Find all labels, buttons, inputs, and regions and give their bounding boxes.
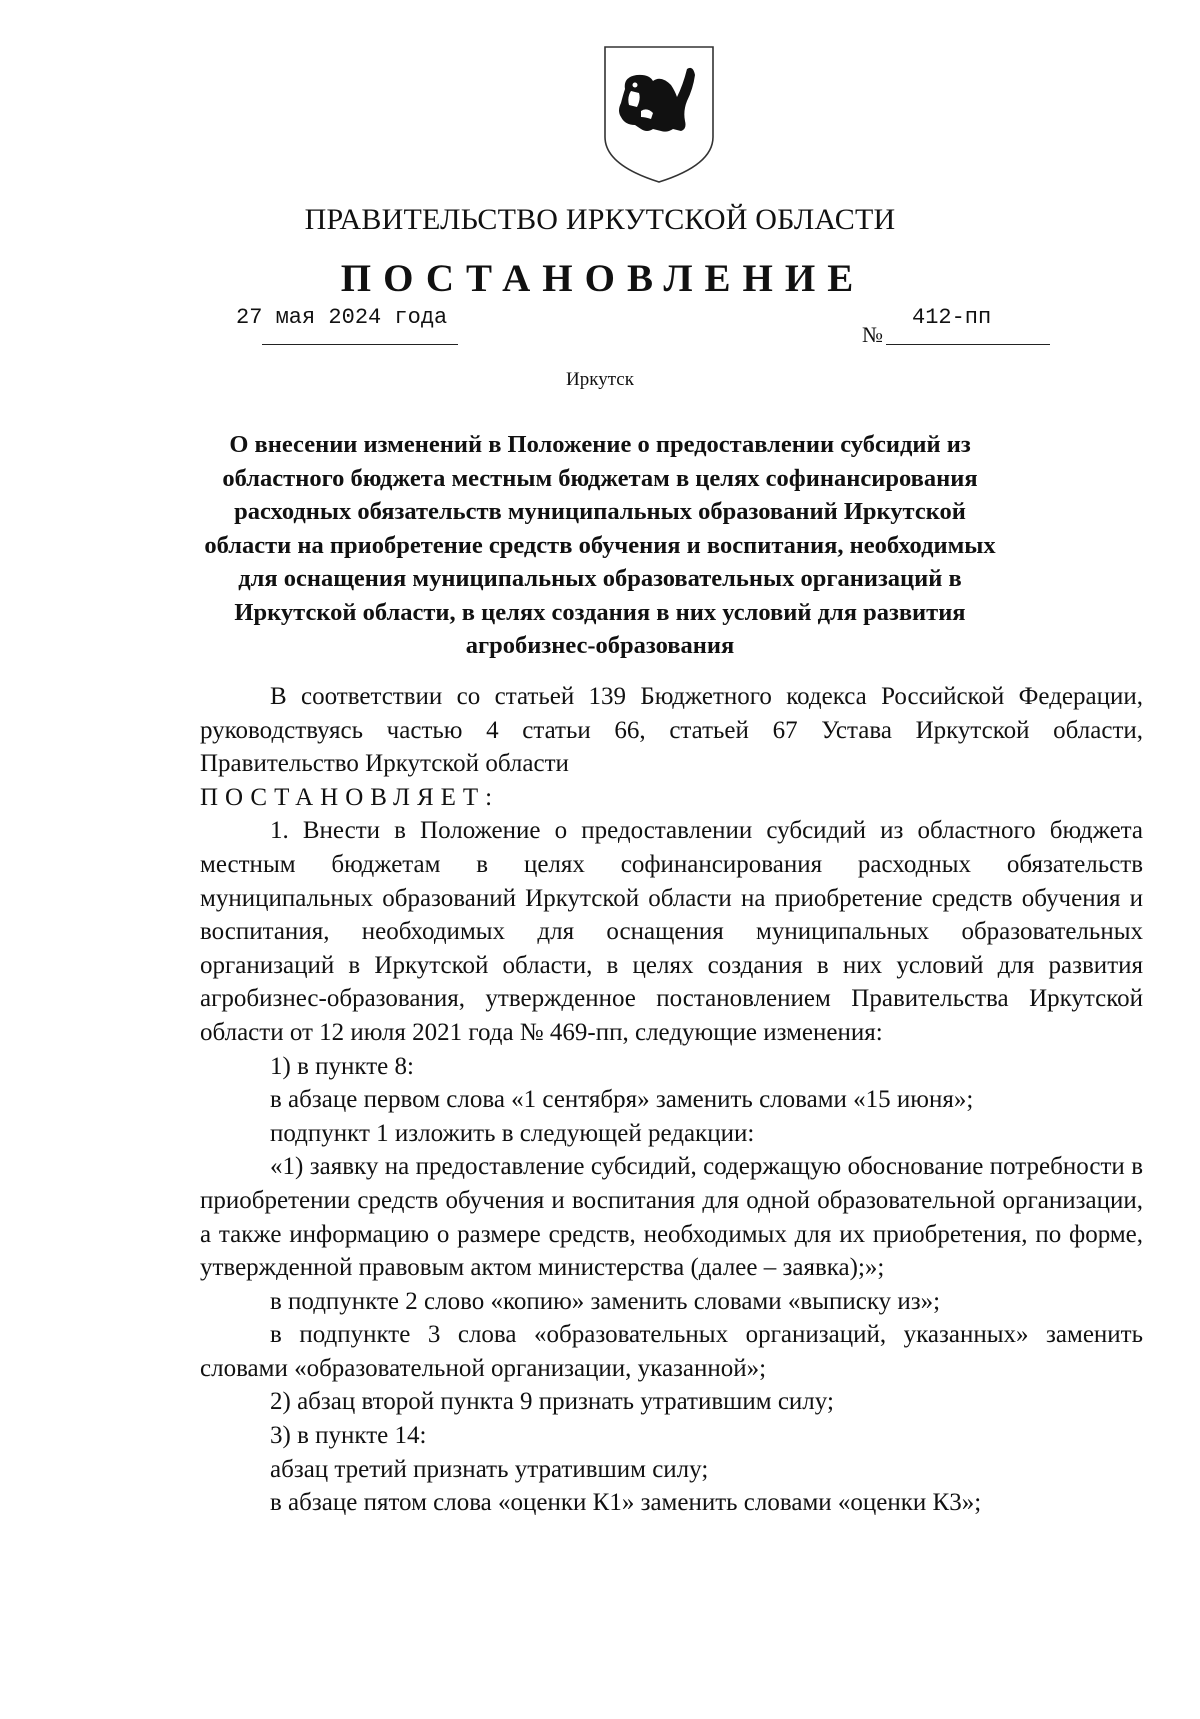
number-sign: № — [862, 322, 883, 347]
subitem-3-paragraph: абзац третий признать утратившим силу; — [270, 1455, 709, 1483]
title-line: агробизнес-образования — [465, 632, 735, 659]
document-type: ПОСТАНОВЛЕНИЕ — [340, 257, 866, 300]
preamble-paragraph: В соответствии со статьей 139 Бюджетного кодекса Российской Федерации, руководствуясь частью 4 статьи 66, статьей 67 Устава Иркутской области, Правительство Иркутской области — [200, 683, 1143, 778]
decree-word: ПОСТАНОВЛЯЕТ: — [200, 783, 500, 811]
date-underline — [262, 344, 458, 345]
coat-of-arms-icon — [601, 45, 717, 185]
subitem-1: 1) в пункте 8: — [270, 1052, 414, 1080]
number-underline — [886, 344, 1050, 345]
government-name: ПРАВИТЕЛЬСТВО ИРКУТСКОЙ ОБЛАСТИ — [304, 203, 896, 236]
subitem-1-paragraph: подпункт 1 изложить в следующей редакции: — [270, 1119, 755, 1147]
subitem-3-paragraph: в абзаце пятом слова «оценки К1» заменить словами «оценки К3»; — [270, 1489, 982, 1517]
title-line: расходных обязательств муниципальных образований Иркутской — [234, 498, 966, 525]
subitem-1-paragraph: в подпункте 3 слова «образовательных организаций, указанных» заменить словами «образовательной организации, указанной»; — [200, 1321, 1143, 1382]
title-line: для оснащения муниципальных образовательных организаций в — [238, 565, 962, 592]
title-line: областного бюджета местным бюджетам в целях софинансирования — [222, 464, 978, 492]
subitem-1-paragraph: в абзаце первом слова «1 сентября» заменить словами «15 июня»; — [270, 1086, 974, 1114]
subitem-2: 2) абзац второй пункта 9 признать утратившим силу; — [270, 1388, 834, 1416]
city-name: Иркутск — [566, 369, 634, 390]
subitem-1-quoted-paragraph: «1) заявку на предоставление субсидий, содержащую обоснование потребности в приобретении средств обучения и воспитания для одной образовательной организации, а также информацию о размере средств, необходимых для их приобретения, по форме, утвержденной правовым актом министерства (далее – заявка);»; — [200, 1153, 1143, 1282]
document-date: 27 мая 2024 года — [236, 305, 448, 330]
document-body — [200, 680, 1143, 1520]
title-line: области на приобретение средств обучения и воспитания, необходимых — [204, 531, 996, 559]
subitem-1-paragraph: в подпункте 2 слово «копию» заменить словами «выписку из»; — [270, 1287, 941, 1315]
title-line: О внесении изменений в Положение о предоставлении субсидий из — [229, 431, 971, 458]
document-number: 412-пп — [912, 305, 992, 330]
subitem-3: 3) в пункте 14: — [270, 1422, 427, 1450]
item-1-paragraph: 1. Внести в Положение о предоставлении субсидий из областного бюджета местным бюджетам в целях софинансирования расходных обязательств муниципальных образований Иркутской области на приобретение средств обучения и воспитания, необходимых для оснащения муниципальных образовательных организаций в Иркутской области, в целях создания в них условий для развития агробизнес-образования, утвержденное постановлением Правительства Иркутской области от 12 июля 2021 года № 469-пп, следующие изменения: — [200, 817, 1143, 1046]
title-line: Иркутской области, в целях создания в них условий для развития — [234, 598, 966, 626]
document-title — [200, 428, 1000, 663]
